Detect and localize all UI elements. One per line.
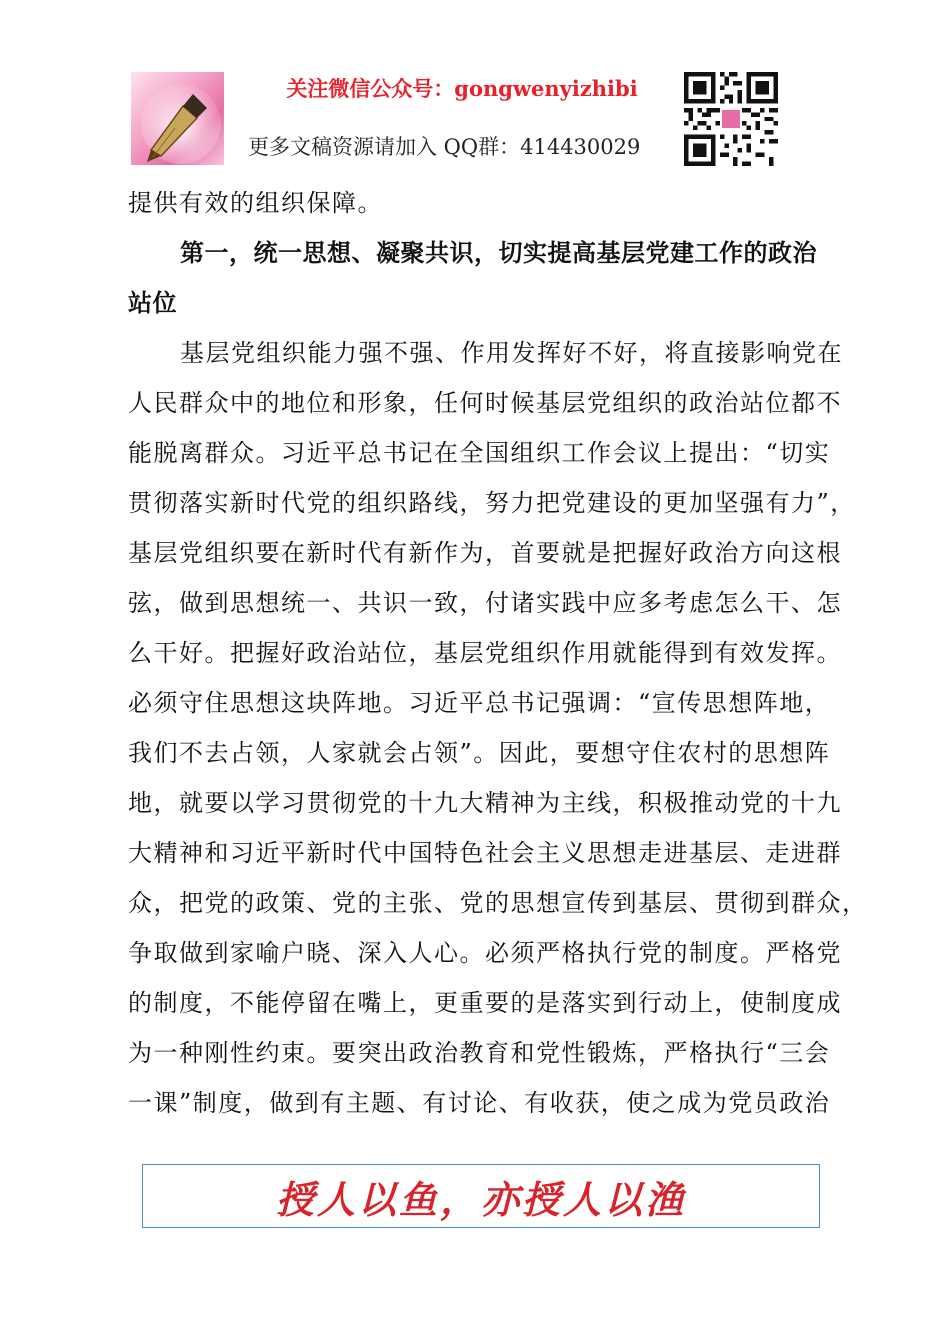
paragraph-line: 弦，做到思想统一、共识一致，付诸实践中应多考虑怎么干、怎 [128,589,842,617]
paragraph-line: 提供有效的组织保障。 [128,189,383,217]
paragraph-line: 地，就要以学习贯彻党的十九大精神为主线，积极推动党的十九 [128,789,842,817]
paragraph-line: 的制度，不能停留在嘴上，更重要的是落实到行动上，使制度成 [128,989,842,1017]
paragraph-line: 么干好。把握好政治站位，基层党组织作用就能得到有效发挥。 [128,639,842,667]
document-body [128,178,868,1128]
paragraph-line: 能脱离群众。习近平总书记在全国组织工作会议上提出：“切实 [128,439,831,467]
paragraph-line: 基层党组织能力强不强、作用发挥好不好，将直接影响党在 [180,339,843,367]
paragraph-line: 必须守住思想这块阵地。习近平总书记强调：“宣传思想阵地， [128,689,831,717]
paragraph-line: 贯彻落实新时代党的组织路线，努力把党建设的更加坚强有力”， [128,489,856,517]
paragraph-line: 大精神和习近平新时代中国特色社会主义思想走进基层、走进群 [128,839,842,867]
section-heading-continued: 站位 [128,289,177,317]
paragraph-line: 我们不去占领，人家就会占领”。因此，要想守住农村的思想阵 [128,739,831,767]
paragraph-line: 人民群众中的地位和形象，任何时候基层党组织的政治站位都不 [128,389,842,417]
qq-group-line: 更多文稿资源请加入 QQ群：414430029 [248,135,641,159]
footer-banner [142,1164,820,1228]
qr-code-icon [684,72,778,166]
paragraph-line: 为一种刚性约束。要突出政治教育和党性锻炼，严格执行“三会 [128,1039,831,1067]
paragraph-line: 争取做到家喻户晓、深入人心。必须严格执行党的制度。严格党 [128,939,842,967]
banner-slogan: 授人以鱼，亦授人以渔 [275,1176,686,1222]
pen-nib-icon [131,72,224,165]
paragraph-line: 众，把党的政策、党的主张、党的思想宣传到基层、贯彻到群众， [128,889,868,917]
wechat-account-line: 关注微信公众号：gongwenyizhibi [286,76,638,101]
paragraph-line: 基层党组织要在新时代有新作为，首要就是把握好政治方向这根 [128,539,842,567]
section-heading: 第一，统一思想、凝聚共识，切实提高基层党建工作的政治 [180,239,817,267]
paragraph-line: 一课”制度，做到有主题、有讨论、有收获，使之成为党员政治 [128,1089,831,1117]
